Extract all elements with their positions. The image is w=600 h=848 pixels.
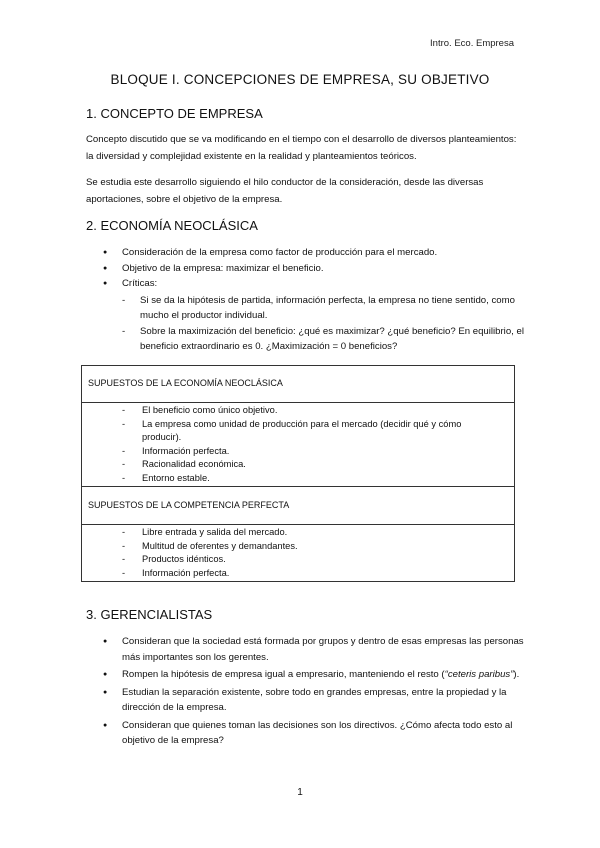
page-title: BLOQUE I. CONCEPCIONES DE EMPRESA, SU OBJETIVO (110, 72, 490, 87)
list-item: ● Rompen la hipótesis de empresa igual a empresario, manteniendo el resto (“ceteris paribus”). (86, 667, 526, 683)
list-item: - Sobre la maximización del beneficio: ¿qué es maximizar? ¿qué beneficio? En equilibrio, el beneficio extraordinario es 0. ¿Maximización = 0 beneficios? (122, 324, 526, 355)
table-list-competencia (122, 526, 492, 580)
table-divider (82, 486, 514, 487)
list-item: ● Consideración de la empresa como factor de producción para el mercado. (86, 245, 526, 261)
table-row: - Productos idénticos. (122, 553, 492, 567)
list-item: ● Consideran que quienes toman las decisiones son los directivos. ¿Cómo afecta todo esto al objetivo de la empresa? (86, 718, 526, 749)
table-header-competencia: SUPUESTOS DE LA COMPETENCIA PERFECTA (88, 500, 290, 510)
page-number: 1 (297, 787, 303, 798)
supuestos-table (81, 365, 515, 582)
section1-paragraph-1: Concepto discutido que se va modificando en el tiempo con el desarrollo de diversos planteamientos: la diversidad y complejidad existente en la realidad y planteamientos teóricos. (86, 134, 517, 162)
list-item: ● Críticas: - Si se da la hipótesis de partida, información perfecta, la empresa no tiene sentido, como mucho el productor individual. - Sobre la maximización del beneficio: ¿qué es maximizar? ¿qué beneficio? En equilibrio, el beneficio extraordinario es 0. ¿Maximización = 0 beneficios? (86, 276, 526, 355)
criticas-sublist (122, 293, 526, 355)
table-row: - Entorno estable. (122, 472, 492, 486)
table-row: - Libre entrada y salida del mercado. (122, 526, 492, 540)
table-list-neoclasica (122, 404, 492, 485)
list-item: - Si se da la hipótesis de partida, información perfecta, la empresa no tiene sentido, como mucho el productor individual. (122, 293, 526, 324)
section3-bullet-list (86, 634, 526, 749)
table-row: - Información perfecta. (122, 567, 492, 581)
section3-heading: 3. GERENCIALISTAS (86, 607, 213, 622)
list-item: ● Objetivo de la empresa: maximizar el beneficio. (86, 261, 526, 277)
list-item: ● Estudian la separación existente, sobre todo en grandes empresas, entre la propiedad y la dirección de la empresa. (86, 685, 526, 716)
list-item: ● Consideran que la sociedad está formada por grupos y dentro de esas empresas las personas más importantes son los gerentes. (86, 634, 526, 665)
section1-heading: 1. CONCEPTO DE EMPRESA (86, 106, 263, 121)
table-divider (82, 524, 514, 525)
table-row: - Racionalidad económica. (122, 458, 492, 472)
table-divider (82, 402, 514, 403)
section1-paragraph-2: Se estudia este desarrollo siguiendo el hilo conductor de la consideración, desde las diversas aportaciones, sobre el objetivo de la empresa. (86, 177, 484, 205)
table-row: - La empresa como unidad de producción para el mercado (decidir qué y cómo producir). (122, 418, 492, 445)
table-row: - Información perfecta. (122, 445, 492, 459)
section2-bullet-list (86, 245, 526, 355)
table-header-neoclasica: SUPUESTOS DE LA ECONOMÍA NEOCLÁSICA (88, 378, 283, 388)
running-header: Intro. Eco. Empresa (430, 38, 514, 49)
section2-heading: 2. ECONOMÍA NEOCLÁSICA (86, 218, 258, 233)
table-row: - Multitud de oferentes y demandantes. (122, 540, 492, 554)
table-row: - El beneficio como único objetivo. (122, 404, 492, 418)
